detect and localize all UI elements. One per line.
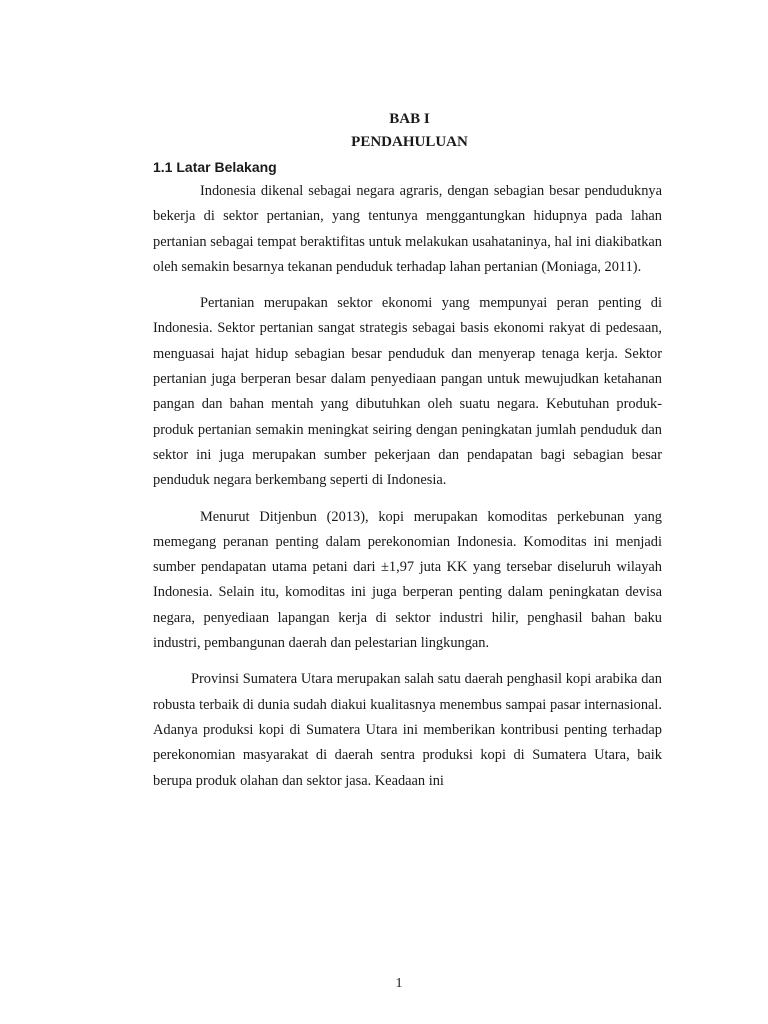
paragraph-3: Menurut Ditjenbun (2013), kopi merupakan komoditas perkebunan yang memegang peranan penting dalam perekonomian Indonesia. Komoditas ini menjadi sumber pendapatan utama petani dari ±1,97 juta KK yang tersebar diseluruh wilayah Indonesia. Selain itu, komoditas ini juga berperan penting dalam peningkatan devisa negara, penyediaan lapangan kerja di sektor industri hilir, penghasil bahan baku industri, pembangunan daerah dan pelestarian lingkungan. <box>153 508 662 652</box>
page-content <box>153 108 662 794</box>
section-heading: 1.1 Latar Belakang <box>153 159 277 175</box>
paragraph-1: Indonesia dikenal sebagai negara agraris, dengan sebagian besar penduduknya bekerja di sektor pertanian, yang tentunya menggantungkan hidupnya pada lahan pertanian sebagai tempat beraktifitas untuk melakukan usahataninya, hal ini diakibatkan oleh semakin besarnya tekanan penduduk terhadap lahan pertanian (Moniaga, 2011). <box>153 183 662 275</box>
paragraph-4: Provinsi Sumatera Utara merupakan salah satu daerah penghasil kopi arabika dan robusta terbaik di dunia sudah diakui kualitasnya menembus sampai pasar internasional. Adanya produksi kopi di Sumatera Utara ini memberikan kontribusi penting terhadap perekonomian masyarakat di daerah sentra produksi kopi di Sumatera Utara, baik berupa produk olahan dan sektor jasa. Keadaan ini <box>153 671 662 789</box>
paragraph-2: Pertanian merupakan sektor ekonomi yang mempunyai peran penting di Indonesia. Sektor pertanian sangat strategis sebagai basis ekonomi rakyat di pedesaan, menguasai hajat hidup sebagian besar penduduk dan menyerap tenaga kerja. Sektor pertanian juga berperan besar dalam penyediaan pangan untuk mewujudkan ketahanan pangan dan bahan mentah yang dibutuhkan oleh suatu negara. Kebutuhan produk-produk pertanian semakin meningkat seiring dengan peningkatan jumlah penduduk dan sektor ini juga merupakan sumber pekerjaan dan pendapatan bagi sebagian besar penduduk negara berkembang seperti di Indonesia. <box>153 295 662 489</box>
chapter-number: BAB I <box>389 111 430 127</box>
page-number: 1 <box>395 976 403 991</box>
chapter-title: PENDAHULUAN <box>351 134 468 150</box>
